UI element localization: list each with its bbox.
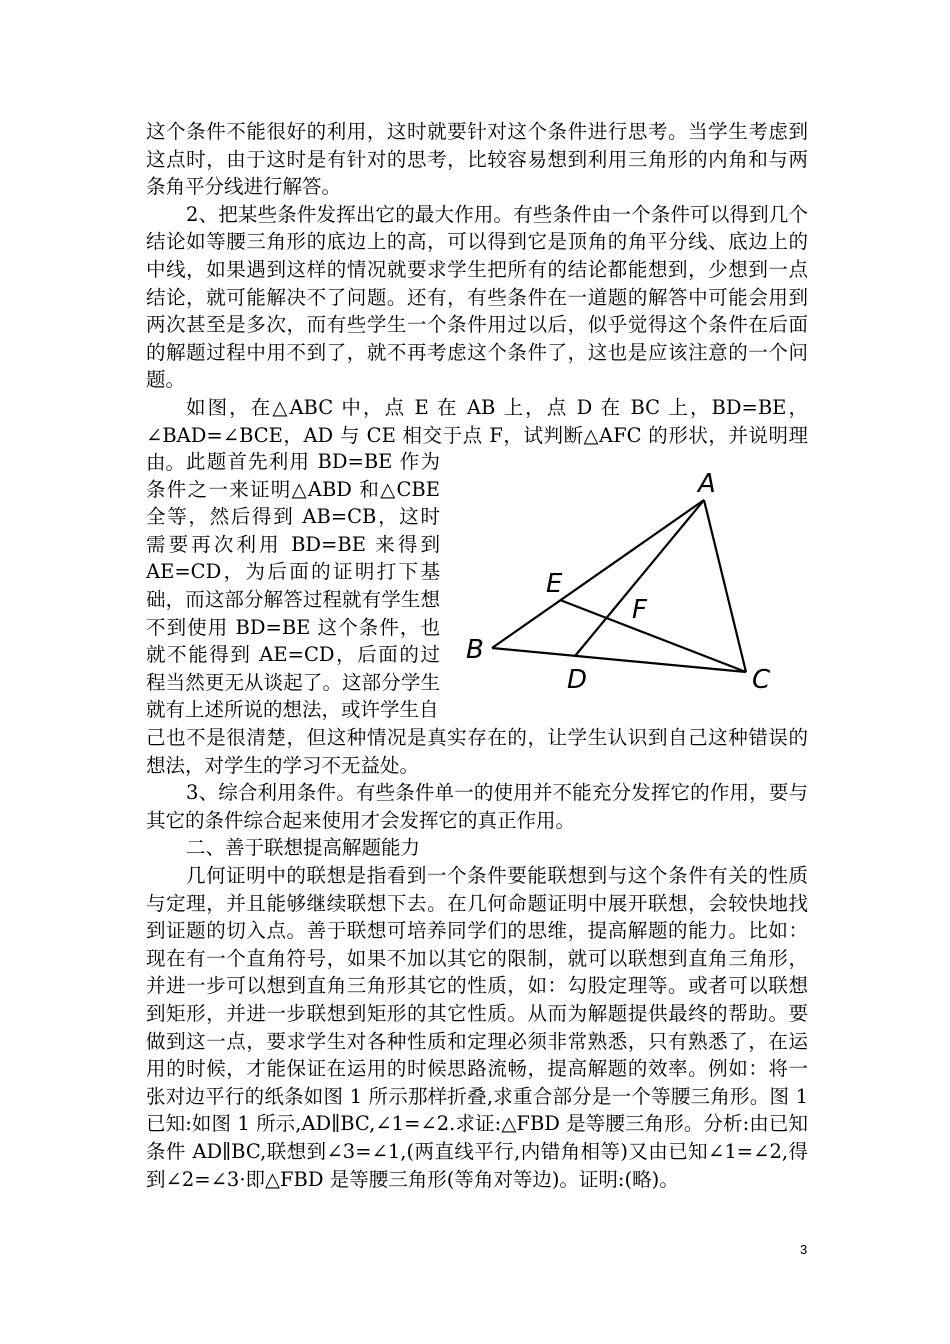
paragraph-point-2: 2、把某些条件发挥出它的最大作用。有些条件由一个条件可以得到几个结论如等腰三角形的底边上的高，可以得到它是顶角的角平分线、底边上的中线，如果遇到这样的情况就要求学生把所有的结论都能想到，少想到一点结论，就可能解决不了问题。还有，有些条件在一道题的解答中可能会用到两次甚至是多次，而有些学生一个条件用过以后，似乎觉得这个条件在后面的解题过程中用不到了，就不再考虑这个条件了，这也是应该注意的一个问题。 [146, 202, 808, 392]
label-c: C [752, 665, 771, 695]
segment-bc [492, 648, 746, 672]
paragraph-point-3: 3、综合利用条件。有些条件单一的使用并不能充分发挥它的作用，要与其它的条件综合起来使用才会发挥它的真正作用。 [146, 781, 808, 832]
triangle-figure [462, 460, 792, 700]
label-f: F [632, 595, 647, 625]
segment-ce [560, 600, 746, 672]
text-block-bottom [146, 724, 808, 1193]
label-a: A [698, 469, 716, 499]
paragraph-figure-explanation: 此题首先利用 BD=BE 作为条件之一来证明△ABD 和△CBE 全等，然后得到 AB=CB，这时需要再次利用 BD=BE 来得到 AE=CD，为后面的证明打下基础，而这部分解答过程就有学生想不到使用 BD=BE 这个条件，也就不能得到 AE=CD，后面的过程当然更无从谈起了。这部分学生就有上述所说的想法，或许学生自 [146, 450, 440, 722]
paragraph-continuation: 这个条件不能很好的利用，这时就要针对这个条件进行思考。当学生考虑到这点时，由于这时是有针对的思考，比较容易想到利用三角形的内角和与两条角平分线进行解答。 [146, 120, 808, 199]
label-e: E [546, 569, 563, 599]
text-block-top [146, 118, 808, 477]
section-heading-2: 二、善于联想提高解题能力 [186, 836, 421, 860]
segment-ad [575, 500, 704, 656]
segment-ab [492, 500, 704, 648]
paragraph-problem-statement: 如图，在△ABC 中，点 E 在 AB 上，点 D 在 BC 上，BD=BE，∠BAD=∠BCE，AD 与 CE 相交于点 F，试判断△AFC 的形状，并说明理由。 [146, 395, 808, 475]
label-d: D [567, 665, 588, 695]
page-number: 3 [800, 1242, 808, 1257]
segment-ac [704, 500, 746, 672]
paragraph-continuation-2: 己也不是很清楚，但这种情况是真实存在的，让学生认识到自己这种错误的想法，对学生的学习不无益处。 [146, 726, 808, 777]
label-b: B [466, 635, 484, 665]
paragraph-association: 几何证明中的联想是指看到一个条件要能联想到与这个条件有关的性质与定理，并且能够继续联想下去。在几何命题证明中展开联想，会较快地找到证题的切入点。善于联想可培养同学们的思维，提高解题的能力。比如：现在有一个直角符号，如果不加以其它的限制，就可以联想到直角三角形，并进一步可以想到直角三角形其它的性质，如：勾股定理等。或者可以联想到矩形，并进一步联想到矩形的其它性质。从而为解题提供最终的帮助。要做到这一点，要求学生对各种性质和定理必须非常熟悉，只有熟悉了，在运用的时候，才能保证在运用的时候思路流畅，提高解题的效率。例如：将一张对边平行的纸条如图 1 所示那样折叠,求重合部分是一个等腰三角形。图 1 已知:如图 1 所示,AD∥BC,∠1=∠2.求证:△FBD 是等腰三角形。分析:由已知条件 AD∥BC,联想到∠3=∠1,(两直线平行,内错角相等)又由已知∠1=∠2,得到∠2=∠3·即△FBD 是等腰三角形(等角对等边)。证明:(略)。 [146, 863, 808, 1191]
